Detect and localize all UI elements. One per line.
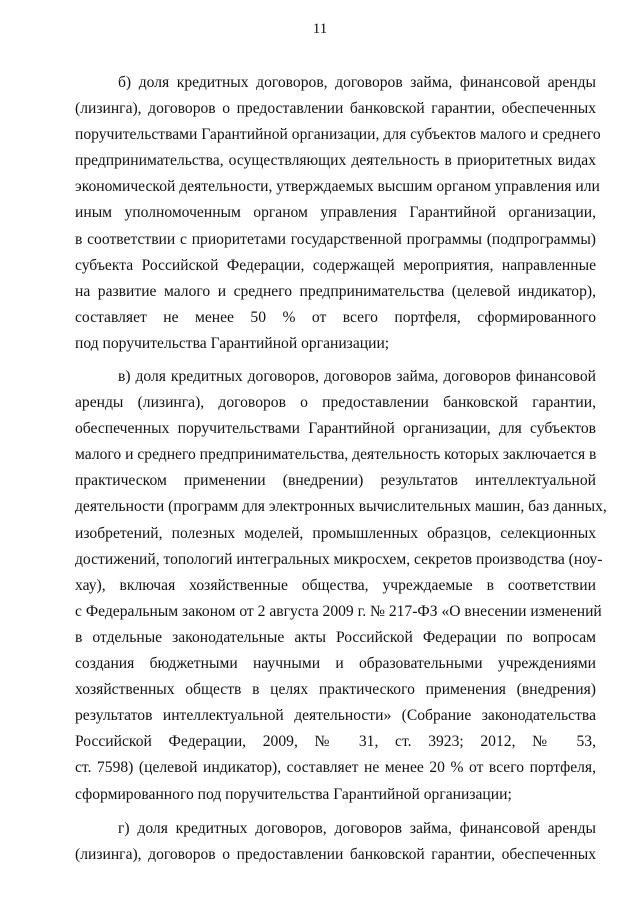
text-line: аренды (лизинга), договоров о предоставлении банковской гарантии, [75,394,596,412]
text-line: результатов интеллектуальной деятельности» (Собрание законодательства [75,707,596,725]
text-line: на развитие малого и среднего предпринимательства (целевой индикатор), [75,282,596,300]
paragraph-g [75,816,596,868]
page-number: 11 [312,21,328,37]
text-line: в отдельные законодательные акты Российской Федерации по вопросам [75,628,596,646]
text-line: составляет не менее 50 % от всего портфеля, сформированного [75,308,596,326]
text-line: поручительствами Гарантийной организации, для субъектов малого и среднего [75,126,601,144]
text-line: г) доля кредитных договоров, договоров займа, финансовой аренды [118,820,596,837]
text-line: достижений, топологий интегральных микросхем, секретов производства (ноу- [75,550,603,568]
text-line: деятельности (программ для электронных вычислительных машин, баз данных, [75,498,607,516]
text-line: б) доля кредитных договоров, договоров займа, финансовой аренды [118,74,596,91]
text-line: (лизинга), договоров о предоставлении банковской гарантии, обеспеченных [75,100,596,118]
text-line: с Федеральным законом от 2 августа 2009 г. № 217-ФЗ «О внесении изменений [75,602,602,620]
text-line: Российской Федерации, 2009, № 31, ст. 3923; 2012, № 53, [75,733,596,751]
text-line: изобретений, полезных моделей, промышленных образцов, селекционных [75,524,596,542]
text-line: хау), включая хозяйственные общества, учреждаемые в соответствии [75,576,596,594]
text-line: под поручительства Гарантийной организации; [75,334,390,352]
text-line: сформированного под поручительства Гарантийной организации; [75,785,512,803]
text-line: в соответствии с приоритетами государственной программы (подпрограммы) [75,230,596,248]
text-line: хозяйственных обществ в целях практического применения (внедрения) [75,681,596,699]
text-line: ст. 7598) (целевой индикатор), составляет не менее 20 % от всего портфеля, [75,759,596,777]
text-line: (лизинга), договоров о предоставлении банковской гарантии, обеспеченных [75,846,596,864]
paragraph-v [75,364,607,808]
text-line: малого и среднего предпринимательства, деятельность которых заключается в [75,446,597,464]
text-line: иным уполномоченным органом управления Гарантийной организации, [75,204,596,222]
paragraph-b [75,70,601,357]
text-line: создания бюджетными научными и образовательными учреждениями [75,655,596,673]
text-line: предпринимательства, осуществляющих деятельность в приоритетных видах [75,152,596,170]
text-line: обеспеченных поручительствами Гарантийной организации, для субъектов [75,420,596,438]
text-line: практическом применении (внедрении) результатов интеллектуальной [75,472,596,490]
text-line: экономической деятельности, утверждаемых высшим органом управления или [75,178,600,196]
text-line: в) доля кредитных договоров, договоров займа, договоров финансовой [118,368,596,385]
text-line: субъекта Российской Федерации, содержащей мероприятия, направленные [75,256,596,274]
